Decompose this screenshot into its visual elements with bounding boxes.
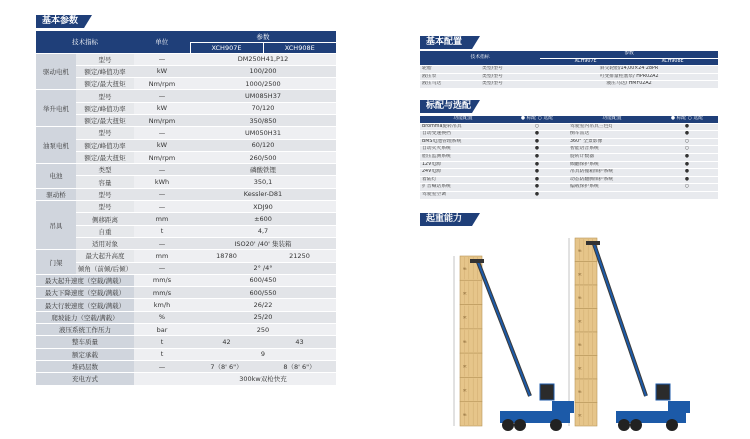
param-subname: 适用对象 [76, 237, 134, 249]
param-name: 额定承载 [36, 348, 134, 360]
param-name: 整车质量 [36, 336, 134, 348]
param-value-v2: 8（8' 6"） [263, 360, 336, 372]
feature-name: 自动变速换挡 [420, 131, 506, 139]
feature-name: 倒车雷达 [568, 131, 656, 139]
param-name: 堆码层数 [36, 360, 134, 372]
param-group: 吊具 [36, 201, 76, 250]
feature-mark: ● [506, 146, 568, 154]
param-value-v1: 18780 [190, 250, 263, 262]
feature-mark: ● [506, 131, 568, 139]
header-tech: 技术指标 [36, 31, 134, 53]
config-model-907: XCH907E [574, 58, 597, 64]
feature-row [420, 123, 718, 131]
param-unit: — [134, 90, 190, 102]
param-value: 600/550 [190, 287, 336, 299]
features-title: 标配与选配 [420, 100, 472, 113]
param-group: 电池 [36, 164, 76, 189]
param-unit: t [134, 348, 190, 360]
spreader [470, 259, 484, 263]
feature-name: 12V电源 [420, 161, 506, 169]
config-cell-b: 类型/型号 [480, 81, 540, 89]
feature-name [568, 191, 656, 199]
param-row [36, 237, 336, 249]
param-value: ±600 [190, 213, 336, 225]
param-unit: — [134, 360, 190, 372]
feature-name: 智能语音系统 [568, 146, 656, 154]
features-header-right: 功能配置 [568, 116, 656, 123]
feature-mark: ● [506, 176, 568, 184]
param-unit: Nm/rpm [134, 114, 190, 126]
container-label: 9t [578, 413, 582, 418]
config-body [420, 66, 718, 89]
container-label: 9t [463, 340, 467, 344]
param-unit [134, 373, 190, 385]
param-unit: mm/s [134, 274, 190, 286]
param-unit: kW [134, 139, 190, 151]
feature-mark: ○ [506, 123, 568, 131]
counterweight [552, 401, 574, 413]
feature-name: 驾驶室内吊具三色灯 [568, 123, 656, 131]
param-subname: 型号 [76, 90, 134, 102]
wheel [618, 419, 630, 431]
param-value: 1000/2500 [190, 78, 336, 90]
wheel [502, 419, 514, 431]
param-unit: — [134, 164, 190, 176]
param-value: 9 [190, 348, 336, 360]
feature-name: 偏载保护系统 [568, 184, 656, 192]
config-cell-b: 类型/型号 [480, 66, 540, 74]
config-row [420, 81, 718, 89]
param-value: UM050H31 [190, 127, 336, 139]
param-value: 260/500 [190, 151, 336, 163]
param-row [36, 90, 336, 102]
config-cell-a: 液压马达 [420, 81, 480, 89]
param-row [36, 348, 336, 360]
param-row [36, 262, 336, 274]
crane-illustrations [420, 226, 750, 439]
param-value: 100/200 [190, 65, 336, 77]
config-cell-c: 可变排量柱塞泵/ HPR02A2 [540, 73, 718, 81]
feature-mark: ● [506, 138, 568, 146]
param-row [36, 360, 336, 372]
param-group: 举升电机 [36, 90, 76, 127]
feature-name: 吊具防撞箱保护系统 [568, 169, 656, 177]
reach-stacker-908 [586, 241, 690, 431]
config-row [420, 66, 718, 74]
config-cell-a: 液压泵 [420, 73, 480, 81]
header-params: 参数 [190, 31, 336, 42]
feature-name: 扩音喊话系统 [420, 184, 506, 192]
feature-mark: ○ [656, 184, 718, 192]
container-label: 9t [578, 389, 582, 394]
feature-name: 胎压监测系统 [420, 153, 506, 161]
cab [540, 384, 554, 400]
container-label: 9t [463, 388, 467, 393]
param-unit: — [134, 262, 190, 274]
features-header-left: 功能配置 [420, 116, 506, 123]
param-row [36, 299, 336, 311]
param-subname: 型号 [76, 188, 134, 200]
param-row [36, 225, 336, 237]
container-label: 9t [578, 272, 582, 277]
param-value: 250 [190, 324, 336, 336]
param-unit: kW [134, 102, 190, 114]
container-label: 9t [578, 342, 582, 347]
param-name: 最大下降速度（空载/满载） [36, 287, 134, 299]
param-value: 350/850 [190, 114, 336, 126]
feature-mark: ● [506, 191, 568, 199]
feature-name: 驾驶室空调 [420, 191, 506, 199]
param-value-v2: 21250 [263, 250, 336, 262]
container-stack-908 [569, 238, 597, 426]
param-group: 门架 [36, 250, 76, 275]
feature-row [420, 146, 718, 154]
feature-row [420, 161, 718, 169]
param-unit: kWh [134, 176, 190, 188]
param-unit: kW [134, 65, 190, 77]
param-unit: Nm/rpm [134, 78, 190, 90]
counterweight [668, 401, 690, 413]
feature-mark: ● [506, 153, 568, 161]
capacity-title: 起重能力 [420, 213, 472, 226]
header-model-907: XCH907E [190, 42, 263, 53]
param-name: 液压系统工作压力 [36, 324, 134, 336]
param-row [36, 78, 336, 90]
container-label: 9t [463, 267, 467, 272]
param-row [36, 127, 336, 139]
reach-stacker-907 [470, 259, 574, 431]
cab [656, 384, 670, 400]
config-table [420, 51, 718, 89]
feature-name: 旋转计数器 [568, 153, 656, 161]
feature-name: 自动灭火系统 [420, 146, 506, 154]
param-unit: % [134, 311, 190, 323]
param-subname: 额定/最大扭矩 [76, 151, 134, 163]
feature-mark: ● [656, 153, 718, 161]
features-body [420, 123, 718, 199]
param-row [36, 114, 336, 126]
param-row [36, 102, 336, 114]
param-subname: 自重 [76, 225, 134, 237]
param-unit: mm [134, 250, 190, 262]
feature-row [420, 131, 718, 139]
param-row [36, 139, 336, 151]
param-value-v2: 43 [263, 336, 336, 348]
feature-name: 24V电源 [420, 169, 506, 177]
feature-mark: ○ [656, 138, 718, 146]
param-value: UM085H37 [190, 90, 336, 102]
wheel [666, 419, 678, 431]
param-unit: bar [134, 324, 190, 336]
feature-row [420, 184, 718, 192]
param-value: 60/120 [190, 139, 336, 151]
wheel [630, 419, 642, 431]
param-row [36, 213, 336, 225]
param-unit: mm [134, 213, 190, 225]
feature-mark: ● [656, 176, 718, 184]
param-subname: 型号 [76, 127, 134, 139]
param-subname: 侧移距离 [76, 213, 134, 225]
features-legend-right: ● 标配 ○ 选配 [656, 116, 718, 123]
container-label: 9t [463, 412, 467, 417]
config-header-params: 参数 [540, 51, 718, 58]
lifting-capacity-diagram [420, 226, 750, 439]
param-row [36, 188, 336, 200]
param-row [36, 287, 336, 299]
feature-row [420, 169, 718, 177]
param-subname: 倾角（前倾/后倾） [76, 262, 134, 274]
param-name: 爬坡能力（空载/满载） [36, 311, 134, 323]
container-label: 9t [463, 291, 467, 296]
feature-row [420, 176, 718, 184]
param-unit: — [134, 201, 190, 213]
param-subname: 额定/峰值功率 [76, 102, 134, 114]
config-cell-c: 斜交轮胎/14,00×24 28PR [540, 66, 718, 74]
param-unit: — [134, 127, 190, 139]
param-unit: mm/s [134, 287, 190, 299]
param-value: DM250H41,P12 [190, 53, 336, 65]
param-row [36, 274, 336, 286]
param-group: 驱动电机 [36, 53, 76, 90]
param-unit: Nm/rpm [134, 151, 190, 163]
container-label: 9t [578, 366, 582, 371]
feature-name: 360° 全景影像 [568, 138, 656, 146]
param-group: 油泵电机 [36, 127, 76, 164]
feature-mark: ● [656, 131, 718, 139]
param-value-v1: 7（8' 6"） [190, 360, 263, 372]
features-legend-left: ● 标配 ○ 选配 [506, 116, 568, 123]
container-label: 9t [578, 248, 582, 253]
boom-inner [478, 262, 530, 396]
feature-row [420, 138, 718, 146]
feature-name: 倾翻保护系统 [568, 161, 656, 169]
boom-inner [594, 244, 646, 396]
basic-params-title: 基本参数 [36, 15, 84, 28]
param-value: 350,1 [190, 176, 336, 188]
param-unit: t [134, 336, 190, 348]
param-unit: t [134, 225, 190, 237]
basic-params-table [36, 31, 336, 386]
param-row [36, 324, 336, 336]
param-row [36, 65, 336, 77]
param-unit: — [134, 53, 190, 65]
param-row [36, 164, 336, 176]
param-subname: 额定/峰值功率 [76, 139, 134, 151]
basic-params-body [36, 53, 336, 385]
param-subname: 容量 [76, 176, 134, 188]
param-unit: — [134, 188, 190, 200]
param-value: 70/120 [190, 102, 336, 114]
param-subname: 型号 [76, 201, 134, 213]
param-value: 26/22 [190, 299, 336, 311]
param-row [36, 151, 336, 163]
config-cell-b: 类型/型号 [480, 73, 540, 81]
param-unit: — [134, 237, 190, 249]
feature-name: BMS电池管理系统 [420, 138, 506, 146]
param-row [36, 336, 336, 348]
feature-mark: ● [656, 161, 718, 169]
param-value: Kessler-D81 [190, 188, 336, 200]
config-cell-c: 液压马达/ HMF02A2 [540, 81, 718, 89]
param-subname: 额定/最大扭矩 [76, 78, 134, 90]
container-stack-907 [454, 256, 482, 426]
config-model-908: XCH908E [661, 58, 684, 64]
container-label: 9t [463, 315, 467, 320]
wheel [514, 419, 526, 431]
param-subname: 型号 [76, 53, 134, 65]
spreader [586, 241, 600, 245]
header-model-908: XCH908E [263, 42, 336, 53]
container-label: 9t [578, 319, 582, 324]
feature-mark: ● [506, 169, 568, 177]
param-row [36, 311, 336, 323]
param-row [36, 53, 336, 65]
feature-name: Bromma旋转吊具 [420, 123, 506, 131]
param-group: 驱动桥 [36, 188, 76, 200]
param-value: 磷酸铁锂 [190, 164, 336, 176]
feature-mark: ● [656, 123, 718, 131]
feature-mark: ● [506, 184, 568, 192]
param-value: 300kw双枪快充 [190, 373, 336, 385]
param-row [36, 201, 336, 213]
param-subname: 类型 [76, 164, 134, 176]
param-subname: 额定/最大扭矩 [76, 114, 134, 126]
feature-row [420, 153, 718, 161]
config-cell-a: 轮胎 [420, 66, 480, 74]
feature-mark: ● [656, 169, 718, 177]
feature-row [420, 191, 718, 199]
config-row [420, 73, 718, 81]
feature-mark: ● [506, 161, 568, 169]
param-row [36, 250, 336, 262]
param-value: ISO20' /40' 集装箱 [190, 237, 336, 249]
param-row [36, 373, 336, 385]
feature-mark: ○ [656, 146, 718, 154]
container-label: 9t [578, 295, 582, 300]
param-value: 25/20 [190, 311, 336, 323]
param-row [36, 176, 336, 188]
param-subname: 最大起升高度 [76, 250, 134, 262]
header-unit: 单位 [134, 31, 190, 53]
param-subname: 额定/峰值功率 [76, 65, 134, 77]
features-table [420, 116, 718, 200]
param-name: 最大行驶速度（空载/满载） [36, 299, 134, 311]
param-value-v1: 42 [190, 336, 263, 348]
param-value: XDJ90 [190, 201, 336, 213]
param-value: 600/450 [190, 274, 336, 286]
param-name: 充电方式 [36, 373, 134, 385]
config-header-tech: 技术指标 [420, 51, 540, 66]
param-value: 4,7 [190, 225, 336, 237]
feature-name: 动态防翻腾保护系统 [568, 176, 656, 184]
param-unit: km/h [134, 299, 190, 311]
feature-name: 着陆灯 [420, 176, 506, 184]
param-value: 2° /4° [190, 262, 336, 274]
param-name: 最大起升速度（空载/满载） [36, 274, 134, 286]
config-title: 基本配置 [420, 36, 472, 49]
wheel [550, 419, 562, 431]
container-label: 9t [463, 364, 467, 369]
feature-mark [656, 191, 718, 199]
